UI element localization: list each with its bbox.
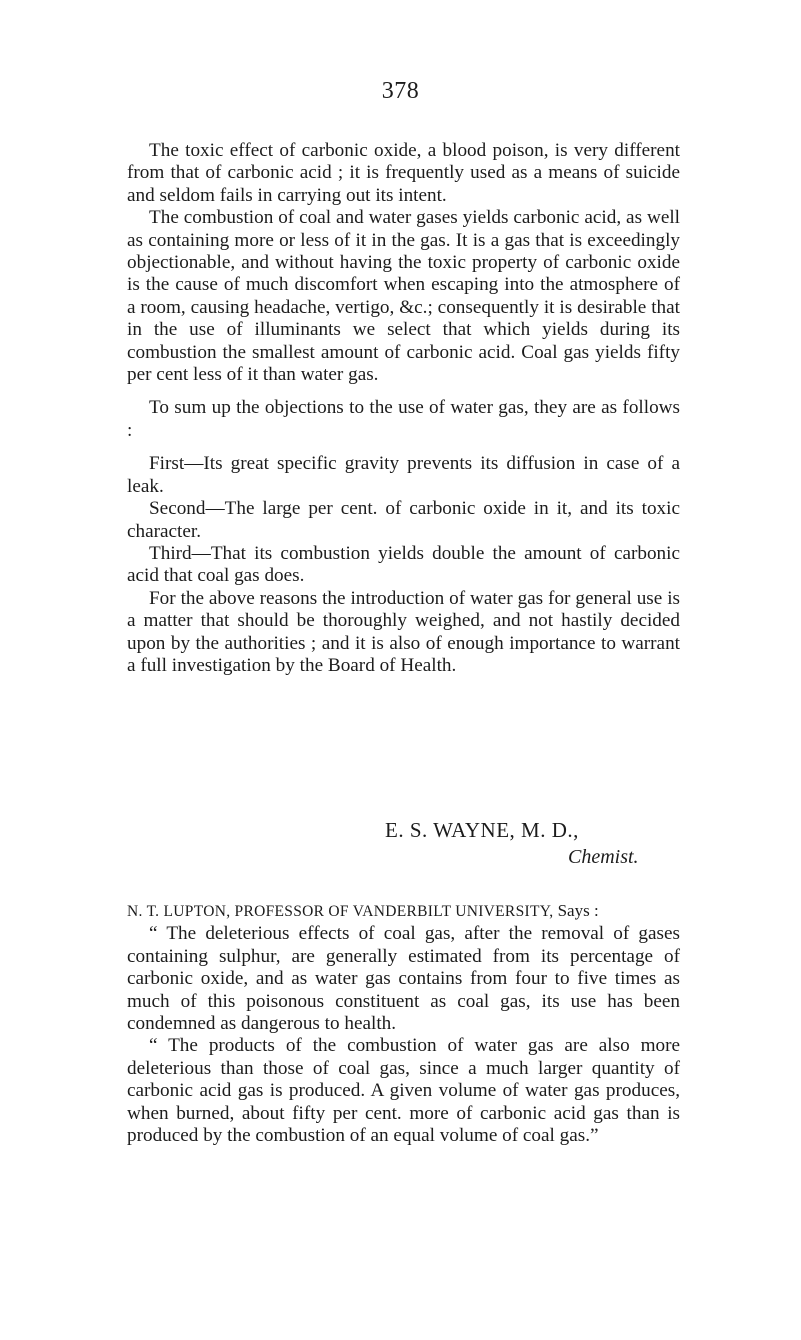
attribution-name: N. T. LUPTON, PROFESSOR OF VANDERBILT UNIVERSITY, (127, 903, 554, 920)
signature-name: E. S. WAYNE, M. D., (385, 818, 579, 842)
paragraph-objections-intro: To sum up the objections to the use of water gas, they are as follows : (127, 397, 680, 441)
attribution-verb: Says : (557, 901, 599, 920)
signature-title: Chemist. (568, 846, 639, 868)
paragraph-second-objection: Second—The large per cent. of carbonic oxide in it, and its toxic character. (127, 498, 680, 542)
page-number: 378 (381, 78, 420, 104)
quoted-testimony (127, 900, 680, 1147)
quote-paragraph-combustion-products: “ The products of the combustion of water gas are also more deleterious than those of coal gas, since a much larger quantity of carbonic acid gas is produced. A given volume of water gas produces, when burned, about fifty per cent. more of carbonic acid gas than is produced by the combustion of an equal volume of coal gas.” (127, 1035, 680, 1147)
quote-paragraph-deleterious-effects: “ The deleterious effects of coal gas, after the removal of gases containing sulphur, are generally estimated from its percentage of carbonic oxide, and as water gas contains from four to five times as much of this poisonous constituent as coal gas, its use has been condemned as dangerous to health. (127, 923, 680, 1035)
paragraph-third-objection: Third—That its combustion yields double the amount of carbonic acid that coal gas does. (127, 542, 680, 587)
quote-attribution (127, 900, 680, 923)
paragraph-combustion: The combustion of coal and water gases yields carbonic acid, as well as containing more or less of it in the gas. It is a gas that is exceedingly objectionable, and without having the toxic property of carbonic oxide is the cause of much discomfort when escaping into the atmosphere of a room, causing headache, vertigo, &c.; consequently it is desirable that in the use of illuminants we select that which yields during its combustion the smallest amount of carbonic acid. Coal gas yields fifty per cent less of it than water gas. (127, 207, 680, 386)
article-body (127, 140, 680, 677)
paragraph-first-objection: First—Its great specific gravity prevents its diffusion in case of a leak. (127, 453, 680, 497)
paragraph-toxic-effect: The toxic effect of carbonic oxide, a blood poison, is very different from that of carbonic acid ; it is frequently used as a means of suicide and seldom fails in carrying out its intent. (127, 140, 680, 206)
paragraph-conclusion: For the above reasons the introduction of water gas for general use is a matter that should be thoroughly weighed, and not hastily decided upon by the authorities ; and it is also of enough importance to warrant a full investigation by the Board of Health. (127, 587, 680, 676)
